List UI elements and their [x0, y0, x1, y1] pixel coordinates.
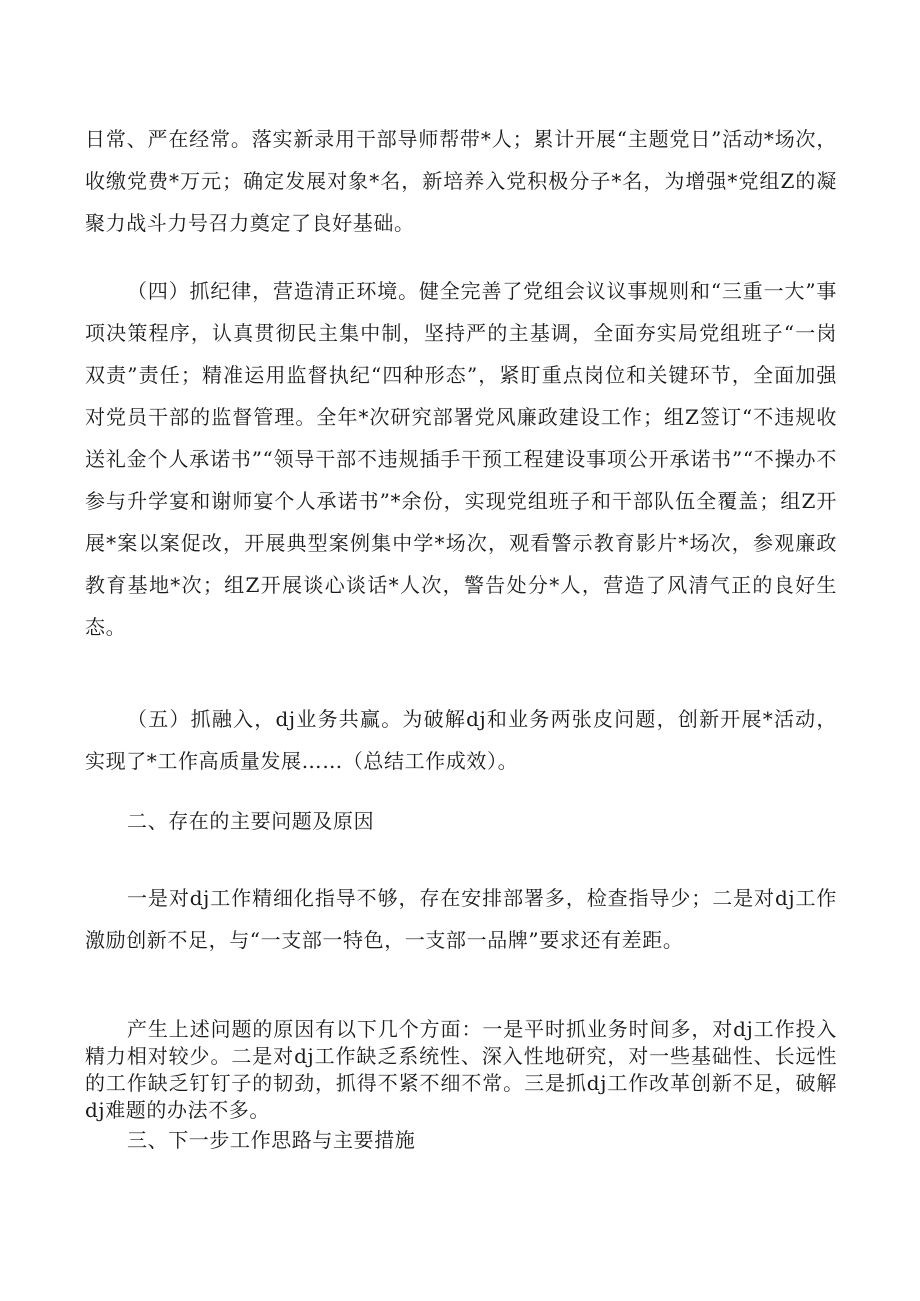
- paragraph-problems: 一是对dj工作精细化指导不够，存在安排部署多，检查指导少；二是对dj工作激励创新不足，与“一支部一特色，一支部一品牌”要求还有差距。: [85, 886, 837, 952]
- paragraph-integration: （五）抓融入，dj业务共赢。为破解dj和业务两张皮问题，创新开展*活动，实现了*工作高质量发展……（总结工作成效）。: [85, 707, 837, 773]
- section-heading-next-steps: 三、下一步工作思路与主要措施: [127, 1128, 416, 1152]
- section-heading-problems: 二、存在的主要问题及原因: [127, 809, 375, 833]
- paragraph-daily-management: 日常、严在经常。落实新录用干部导师帮带*人；累计开展“主题党日”活动*场次，收缴党费*万元；确定发展对象*名，新培养入党积极分子*名，为增强*党组Z的凝聚力战斗力号召力奠定了良好基础。: [85, 127, 837, 235]
- paragraph-causes: 产生上述问题的原因有以下几个方面：一是平时抓业务时间多，对dj工作投入精力相对较少。二是对dj工作缺乏系统性、深入性地研究，对一些基础性、长远性的工作缺乏钉钉子的韧劲，抓得不紧不细不常。三是抓dj工作改革创新不足，破解dj难题的办法不多。: [85, 1017, 837, 1122]
- paragraph-discipline: （四）抓纪律，营造清正环境。健全完善了党组会议议事规则和“三重一大”事项决策程序，认真贯彻民主集中制，坚持严的主基调，全面夯实局党组班子“一岗双责”责任；精准运用监督执纪“四种形态”，紧盯重点岗位和关键环节，全面加强对党员干部的监督管理。全年*次研究部署党风廉政建设工作；组Z签订“不违规收送礼金个人承诺书”“领导干部不违规插手干预工程建设事项公开承诺书”“不操办不参与升学宴和谢师宴个人承诺书”*余份，实现党组班子和干部队伍全覆盖；组Z开展*案以案促改，开展典型案例集中学*场次，观看警示教育影片*场次，参观廉政教育基地*次；组Z开展谈心谈话*人次，警告处分*人，营造了风清气正的良好生态。: [85, 279, 837, 639]
